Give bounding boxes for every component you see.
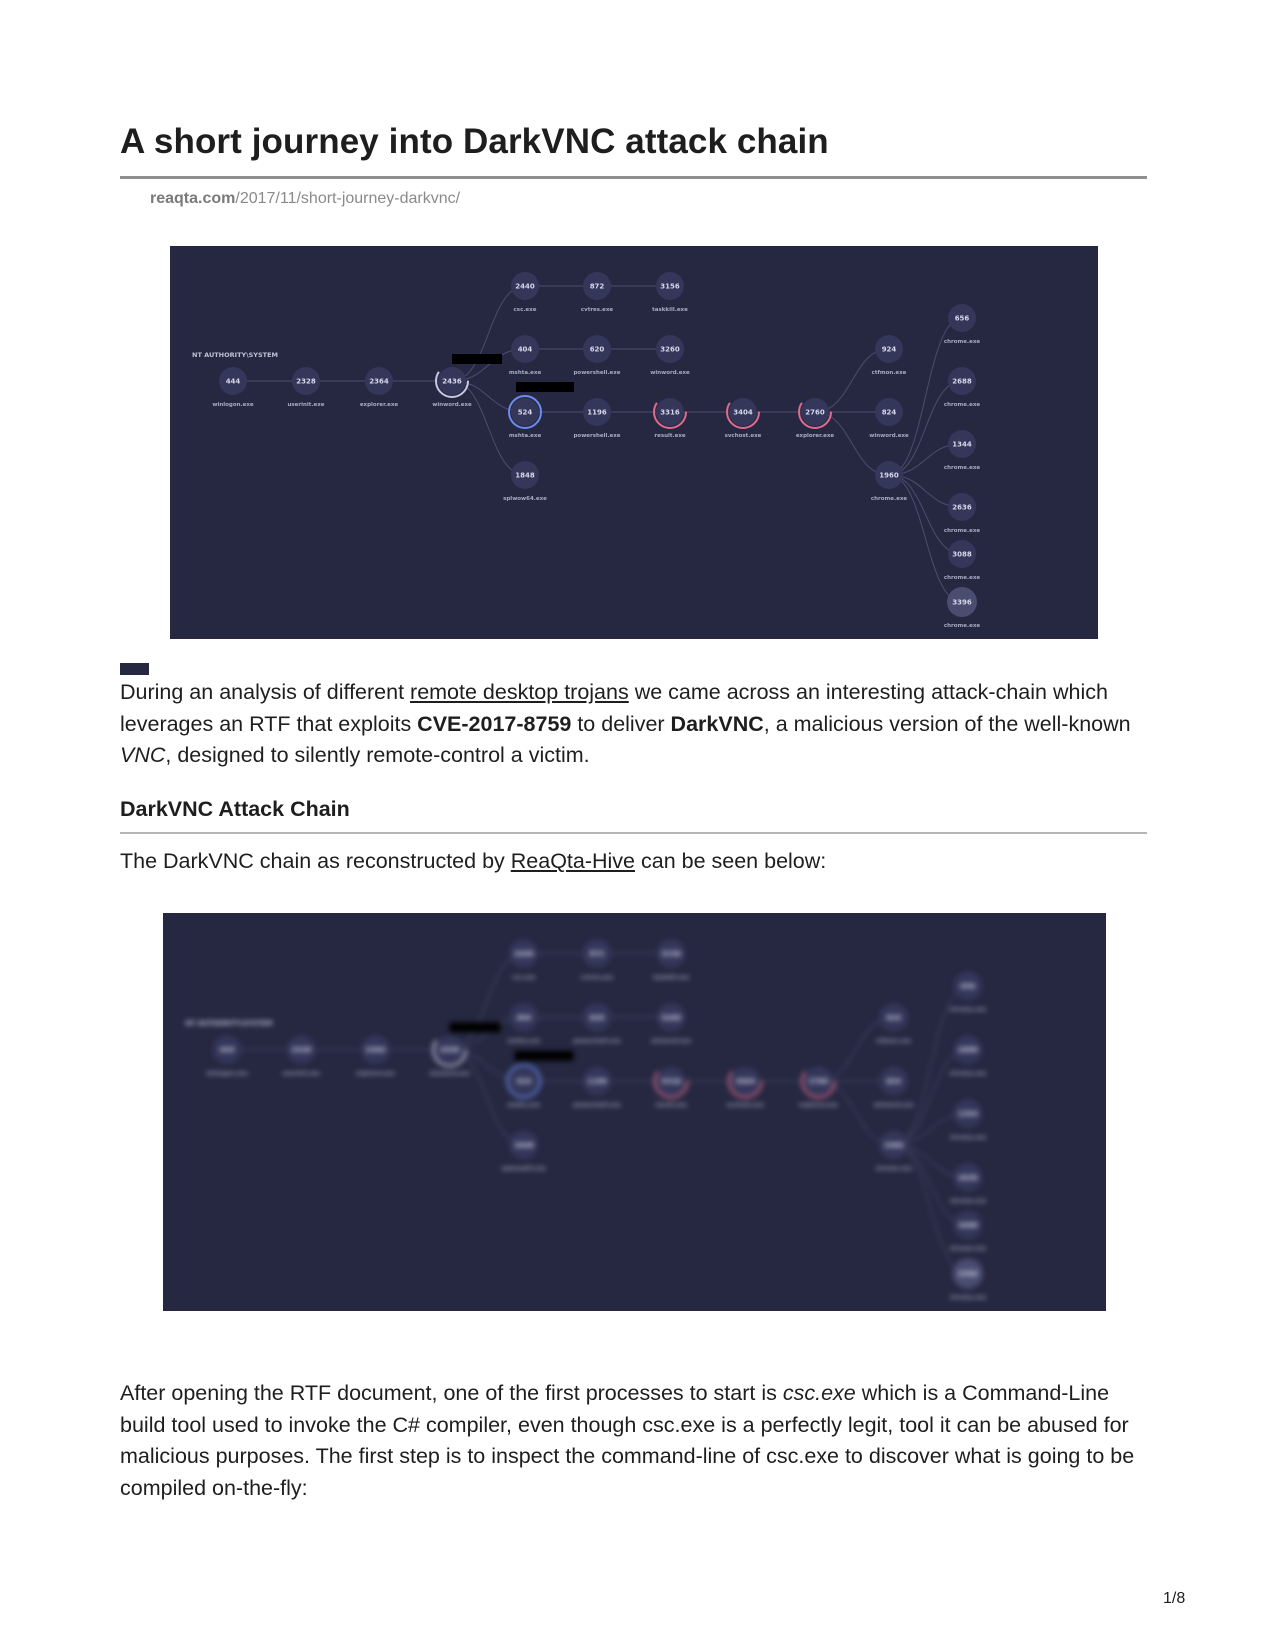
- process-name: explorer.exe: [359, 402, 399, 408]
- reaqta-hive-link[interactable]: ReaQta-Hive: [510, 849, 636, 873]
- section-heading: DarkVNC Attack Chain: [120, 797, 350, 821]
- graph-edge: [450, 954, 524, 1050]
- graph-edge: [815, 412, 889, 475]
- process-name: mshta.exe: [508, 370, 542, 376]
- process-name: result.exe: [655, 1102, 687, 1109]
- process-name: splwow64.exe: [503, 496, 547, 502]
- process-pid: 620: [589, 1012, 605, 1022]
- process-node[interactable]: [509, 335, 542, 376]
- process-name: powershell.exe: [573, 370, 621, 376]
- process-node[interactable]: [573, 335, 620, 376]
- process-node[interactable]: [727, 1065, 765, 1109]
- process-graph: [170, 246, 1098, 639]
- page-number: 1/8: [1163, 1590, 1186, 1607]
- process-pid: 404: [516, 1012, 532, 1022]
- process-name: taskkill.exe: [653, 974, 690, 981]
- source-url[interactable]: [150, 190, 460, 208]
- process-pid: 1848: [513, 1140, 534, 1150]
- process-pid: 1196: [587, 408, 607, 417]
- process-pid: 3396: [952, 598, 972, 607]
- process-name: chrome.exe: [949, 1246, 987, 1253]
- process-pid: 2364: [365, 1045, 386, 1055]
- process-node[interactable]: [581, 939, 614, 980]
- process-name: result.exe: [654, 433, 686, 439]
- process-pid: 3316: [661, 1076, 681, 1086]
- process-node[interactable]: [360, 367, 399, 408]
- section-divider: [120, 832, 1147, 834]
- process-node[interactable]: [949, 1258, 986, 1301]
- redaction-bar: [515, 1051, 574, 1061]
- process-pid: 524: [517, 408, 533, 417]
- redaction-bar: [450, 1022, 501, 1032]
- process-graph-screenshot: [170, 246, 1098, 639]
- process-pid: 1344: [952, 440, 972, 449]
- process-pid: 2436: [442, 377, 462, 386]
- process-node[interactable]: [944, 367, 980, 408]
- process-pid: 444: [225, 377, 241, 386]
- process-pid: 2636: [952, 503, 972, 512]
- process-pid: 2760: [805, 408, 825, 417]
- process-name: explorer.exe: [355, 1071, 395, 1078]
- process-pid: 3396: [957, 1269, 978, 1279]
- process-node[interactable]: [509, 396, 542, 439]
- process-node[interactable]: [944, 493, 980, 534]
- source-domain: reaqta.com: [150, 190, 236, 207]
- process-node[interactable]: [573, 1067, 621, 1108]
- process-pid: 3156: [661, 949, 681, 959]
- process-node[interactable]: [949, 1163, 986, 1204]
- process-node[interactable]: [725, 396, 762, 439]
- process-node[interactable]: [949, 1211, 986, 1252]
- process-node[interactable]: [507, 1003, 540, 1044]
- process-name: powershell.exe: [573, 1102, 621, 1109]
- process-node[interactable]: [650, 335, 690, 376]
- process-name: winword.exe: [432, 402, 472, 408]
- process-pid: 1848: [515, 471, 535, 480]
- process-pid: 3404: [733, 408, 753, 417]
- remote-desktop-trojans-link[interactable]: remote desktop trojans: [410, 680, 629, 704]
- graph-edge: [452, 286, 525, 381]
- process-pid: 444: [219, 1045, 235, 1055]
- process-node[interactable]: [796, 396, 835, 439]
- graph-header-label: NT AUTHORITY\SYSTEM: [192, 351, 278, 359]
- process-name: ctfmon.exe: [871, 370, 907, 376]
- process-name: chrome.exe: [949, 1294, 987, 1301]
- process-node[interactable]: [581, 272, 614, 313]
- graph-edge: [452, 381, 525, 475]
- process-pid: 524: [516, 1076, 532, 1086]
- process-name: chrome.exe: [875, 1166, 912, 1173]
- csc-term: csc.exe: [782, 1381, 856, 1405]
- process-node[interactable]: [944, 304, 980, 345]
- process-node[interactable]: [573, 398, 620, 439]
- process-name: mshta.exe: [507, 1038, 541, 1045]
- process-name: cvtres.exe: [580, 307, 614, 313]
- process-node[interactable]: [511, 272, 539, 313]
- process-name: svchost.exe: [724, 433, 762, 439]
- process-pid: 2440: [513, 949, 534, 959]
- process-node[interactable]: [502, 1131, 547, 1172]
- process-pid: 1960: [879, 471, 899, 480]
- title-divider: [120, 176, 1147, 179]
- process-pid: 824: [886, 1076, 902, 1086]
- process-pid: 2328: [291, 1045, 312, 1055]
- process-node[interactable]: [282, 1036, 320, 1077]
- graph-edge: [889, 475, 962, 602]
- process-pid: 3316: [660, 408, 680, 417]
- process-name: mshta.exe: [508, 433, 542, 439]
- process-node[interactable]: [655, 1065, 688, 1109]
- cve-id: CVE-2017-8759: [417, 711, 572, 736]
- process-name: ctfmon.exe: [875, 1038, 912, 1045]
- process-name: chrome.exe: [949, 1071, 987, 1078]
- process-node[interactable]: [869, 398, 909, 439]
- process-node[interactable]: [287, 367, 324, 408]
- process-name: winword.exe: [873, 1102, 914, 1109]
- process-name: userinit.exe: [287, 402, 325, 408]
- graph-header-label: NT AUTHORITY\SYSTEM: [185, 1019, 273, 1028]
- process-name: chrome.exe: [943, 623, 981, 629]
- process-node[interactable]: [872, 335, 907, 376]
- process-pid: 924: [886, 1012, 902, 1022]
- csc-paragraph: After opening the RTF document, one of the first processes to start is csc.exe which is a Command-Line build tool used to invoke the C# compiler, even though csc.exe is a perfectly legit, tool it can be abused for malicious purposes. The first step is to inspect the command-line of csc.exe to discover what is going to be compiled on-the-fly:: [120, 1381, 1135, 1500]
- process-pid: 872: [589, 282, 605, 291]
- process-node[interactable]: [507, 1065, 540, 1109]
- process-name: chrome.exe: [949, 1007, 987, 1014]
- process-pid: 1960: [883, 1140, 904, 1150]
- process-node[interactable]: [356, 1036, 395, 1077]
- process-name: winword.exe: [429, 1071, 470, 1078]
- process-node[interactable]: [212, 367, 254, 408]
- process-name: explorer.exe: [795, 433, 835, 439]
- graph-edge: [894, 1145, 968, 1274]
- process-node[interactable]: [652, 272, 688, 313]
- process-node[interactable]: [432, 365, 472, 408]
- process-name: taskkill.exe: [652, 307, 688, 313]
- process-name: splwow64.exe: [501, 1166, 546, 1173]
- process-name: winword.exe: [650, 370, 690, 376]
- process-node[interactable]: [944, 540, 980, 581]
- process-name: winlogon.exe: [212, 402, 254, 408]
- process-name: cvtres.exe: [580, 974, 614, 981]
- process-pid: 3260: [660, 345, 680, 354]
- process-pid: 3404: [735, 1076, 756, 1086]
- malware-name: DarkVNC: [670, 711, 764, 736]
- process-name: chrome.exe: [949, 1198, 987, 1205]
- process-name: winword.exe: [869, 433, 909, 439]
- process-name: mshta.exe: [507, 1102, 541, 1109]
- process-node[interactable]: [654, 396, 686, 439]
- process-name: chrome.exe: [943, 528, 981, 534]
- process-node[interactable]: [949, 1036, 986, 1077]
- process-graph-blurred: [163, 913, 1106, 1311]
- process-pid: 3088: [957, 1220, 978, 1230]
- process-node[interactable]: [874, 1067, 914, 1108]
- process-name: chrome.exe: [943, 339, 981, 345]
- process-node[interactable]: [503, 461, 547, 502]
- process-pid: 3156: [660, 282, 680, 291]
- process-node[interactable]: [573, 1003, 621, 1044]
- process-node[interactable]: [949, 1099, 986, 1140]
- process-node[interactable]: [944, 430, 980, 471]
- process-name: powershell.exe: [573, 433, 621, 439]
- process-node[interactable]: [206, 1036, 248, 1077]
- process-pid: 2364: [369, 377, 389, 386]
- process-name: csc.exe: [513, 307, 537, 313]
- process-pid: 3260: [661, 1012, 681, 1022]
- process-pid: 3088: [952, 550, 972, 559]
- redaction-bar: [516, 382, 574, 392]
- process-pid: 2760: [808, 1076, 829, 1086]
- process-name: winword.exe: [651, 1038, 692, 1045]
- process-node[interactable]: [799, 1065, 838, 1109]
- graph-edge: [450, 1050, 524, 1145]
- process-pid: 2328: [296, 377, 316, 386]
- process-pid: 1196: [587, 1076, 607, 1086]
- vnc-term: VNC: [120, 743, 166, 768]
- process-pid: 2688: [957, 1045, 978, 1055]
- page-title: A short journey into DarkVNC attack chain: [120, 122, 829, 161]
- process-pid: 404: [517, 345, 533, 354]
- process-name: explorer.exe: [798, 1102, 838, 1109]
- graph-edge: [815, 349, 889, 412]
- process-name: userinit.exe: [282, 1071, 320, 1078]
- process-node[interactable]: [944, 587, 980, 629]
- process-name: powershell.exe: [573, 1038, 621, 1045]
- process-name: chrome.exe: [943, 575, 981, 581]
- process-pid: 2688: [952, 377, 972, 386]
- process-pid: 1344: [957, 1109, 978, 1119]
- process-pid: 656: [960, 981, 976, 991]
- process-node[interactable]: [651, 1003, 691, 1044]
- process-pid: 656: [954, 314, 970, 323]
- embedded-image-thumbnail: [120, 663, 149, 675]
- process-pid: 2636: [957, 1172, 978, 1182]
- process-graph-screenshot-blurred: [163, 913, 1106, 1311]
- redaction-bar: [452, 354, 502, 364]
- process-node[interactable]: [949, 972, 986, 1013]
- process-pid: 824: [881, 408, 897, 417]
- process-node[interactable]: [510, 939, 538, 980]
- process-pid: 872: [589, 949, 605, 959]
- graph-edge: [818, 1017, 893, 1081]
- process-pid: 2436: [439, 1045, 460, 1055]
- graph-edge: [818, 1081, 893, 1145]
- process-node[interactable]: [653, 939, 689, 980]
- process-name: winlogon.exe: [206, 1071, 248, 1078]
- process-pid: 924: [881, 345, 897, 354]
- process-name: svchost.exe: [726, 1102, 764, 1109]
- process-name: chrome.exe: [943, 465, 981, 471]
- process-name: chrome.exe: [870, 496, 908, 502]
- process-node[interactable]: [876, 1003, 911, 1044]
- intro-paragraph: During an analysis of different remote desktop trojans we came across an interesting attack-chain which leverages an RTF that exploits CVE-2017-8759 to deliver DarkVNC, a malicious version of the well-known VNC, designed to silently remote-control a victim.: [120, 680, 1131, 768]
- chain-paragraph: The DarkVNC chain as reconstructed by ReaQta-Hive can be seen below:: [120, 849, 827, 873]
- process-name: chrome.exe: [943, 402, 981, 408]
- process-name: csc.exe: [512, 974, 536, 981]
- source-path: /2017/11/short-journey-darkvnc/: [235, 190, 461, 207]
- process-name: chrome.exe: [949, 1134, 987, 1141]
- process-pid: 620: [589, 345, 605, 354]
- process-pid: 2440: [515, 282, 535, 291]
